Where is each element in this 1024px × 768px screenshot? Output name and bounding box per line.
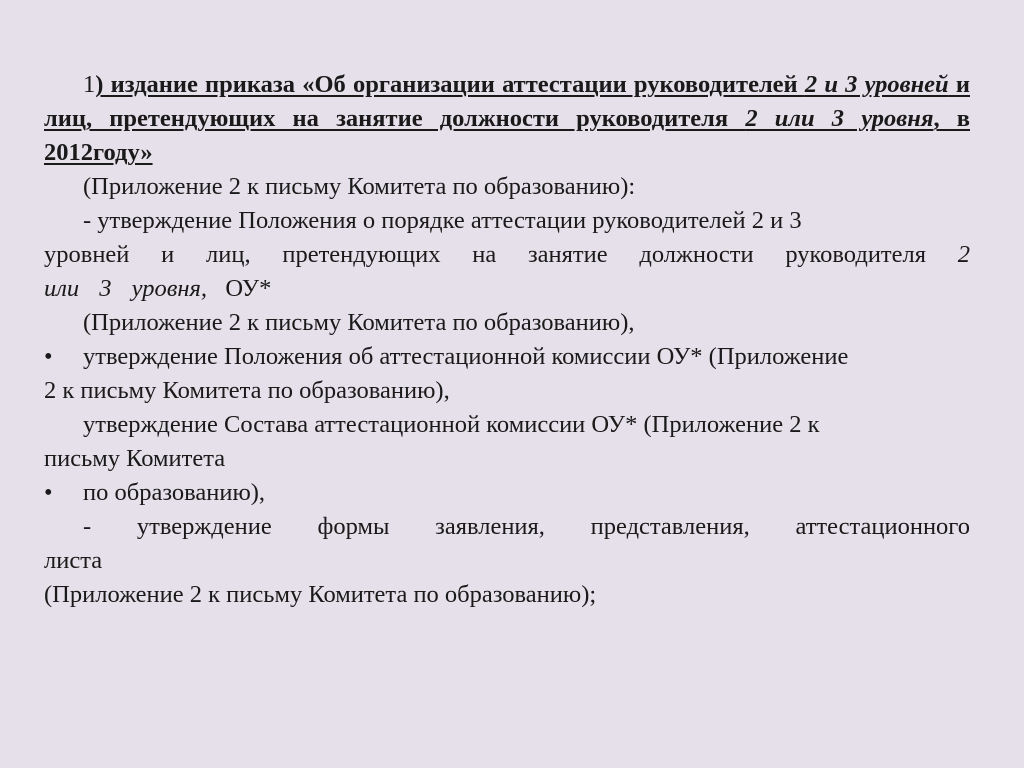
order-heading <box>44 68 970 170</box>
commission-composition-cont: письму Комитета <box>44 445 226 472</box>
regulation-line-3-italic: или 3 уровня, <box>44 275 208 302</box>
regulation-line-2-text: уровней и лиц, претендующих на занятие должности руководителя <box>44 241 926 268</box>
forms-line-cont: листа <box>44 547 103 574</box>
regulation-line-3-text: ОУ* <box>225 275 272 302</box>
bullet-icon: • <box>44 479 53 506</box>
regulation-line-2 <box>44 238 970 272</box>
bullet-commission-regulation <box>44 340 970 374</box>
heading-part-1: ) издание приказа «Об организации аттестации руководителей <box>95 71 805 98</box>
appendix-note-1: (Приложение 2 к письму Комитета по образованию): <box>83 173 636 200</box>
regulation-line-1: - утверждение Положения о порядке аттестации руководителей 2 и 3 <box>83 207 802 234</box>
commission-composition-line: утверждение Состава аттестационной комиссии ОУ* (Приложение 2 к <box>83 411 820 438</box>
regulation-line-2-italic: 2 <box>957 241 970 268</box>
bullet-education-text: по образованию), <box>83 479 266 506</box>
heading-italic-levels: 2 и 3 уровней <box>804 71 949 98</box>
heading-part-3: , в 2012году» <box>44 105 970 166</box>
slide-text-body <box>44 68 970 612</box>
bullet-commission-regulation-text: утверждение Положения об аттестационной комиссии ОУ* (Приложение <box>83 343 849 370</box>
bullet-commission-regulation-cont: 2 к письму Комитета по образованию), <box>44 377 450 404</box>
heading-italic-level: 2 или 3 уровня <box>745 105 934 132</box>
forms-line: - утверждение формы заявления, представления, аттестационного <box>83 513 970 540</box>
heading-part-2: и лиц, претендующих на занятие должности руководителя <box>44 71 970 132</box>
appendix-note-2: (Приложение 2 к письму Комитета по образованию), <box>83 309 635 336</box>
bullet-icon: • <box>44 343 53 370</box>
heading-number: 1 <box>83 71 96 98</box>
appendix-note-3: (Приложение 2 к письму Комитета по образованию); <box>44 581 597 608</box>
bullet-education <box>44 476 970 510</box>
regulation-line-3 <box>44 272 970 306</box>
